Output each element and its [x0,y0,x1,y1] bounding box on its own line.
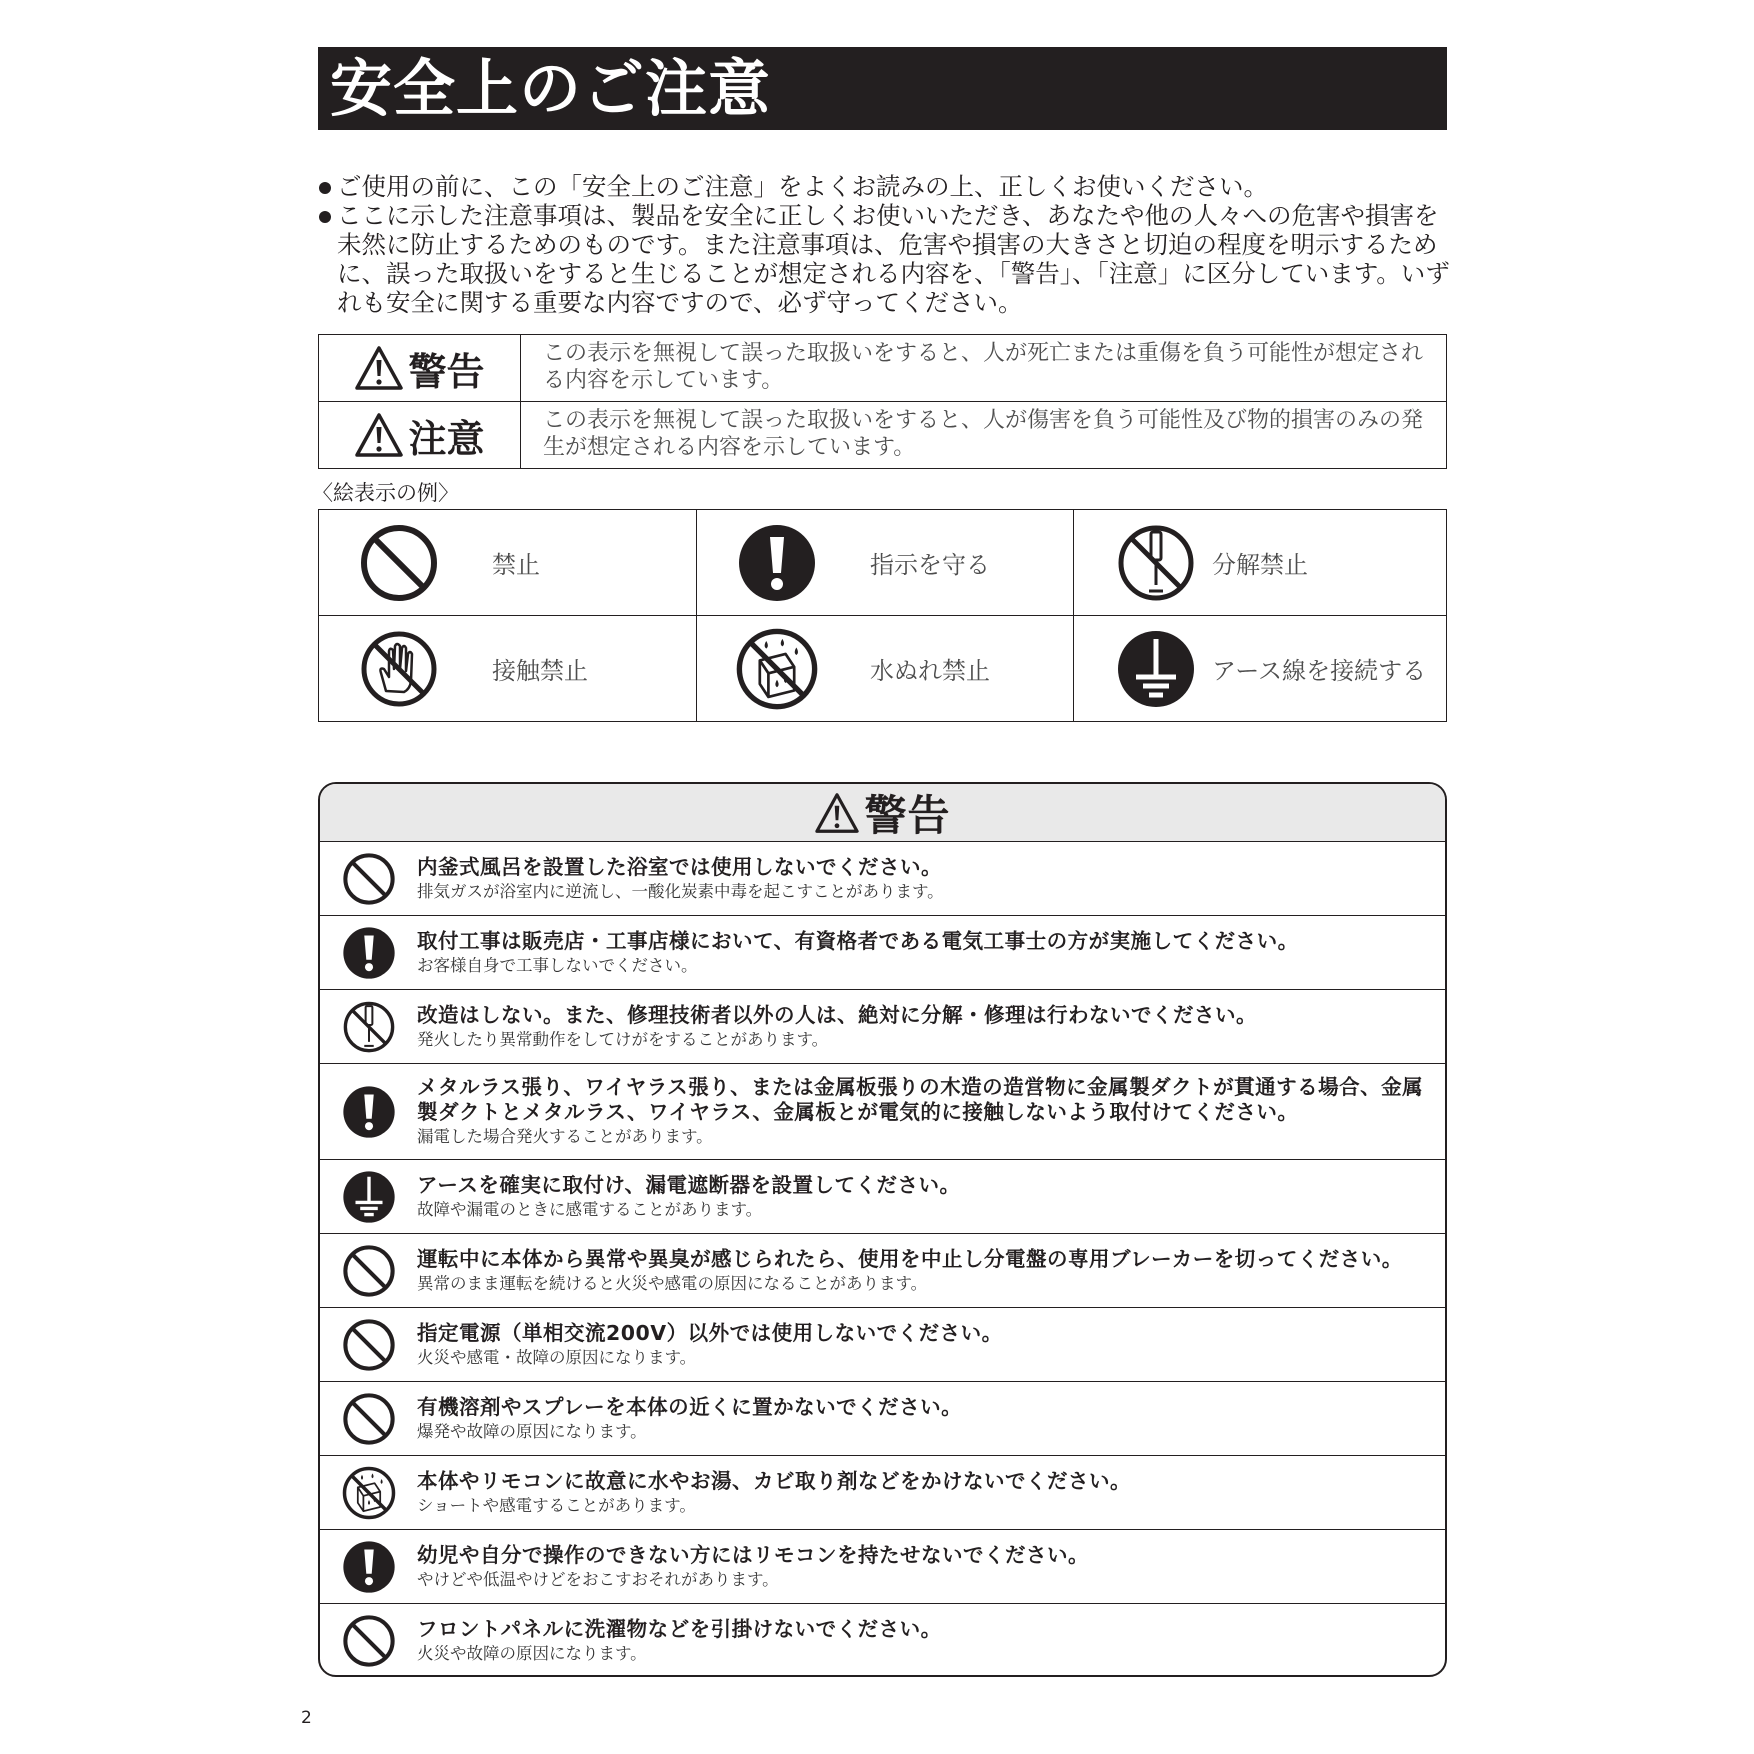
hazard-level-row-warning [319,335,1447,402]
example-label: 分解禁止 [1212,551,1308,579]
mandatory-icon [737,523,817,603]
level-label-caution: 注意 [408,416,485,461]
intro-paragraph-1: ご使用の前に、この「安全上のご注意」をよくお読みの上、正しくお使いください。 [318,172,1453,201]
warning-item [320,1160,1445,1234]
level-label-warning: 警告 [408,349,485,394]
warning-detail: お客様自身で工事しないでください。 [417,955,698,975]
example-ground [1074,616,1446,721]
no-disassembly-icon [1116,523,1196,603]
hazard-level-table [318,334,1447,469]
warning-triangle-icon [814,792,860,834]
warning-detail: やけどや低温やけどをおこすおそれがあります。 [417,1569,779,1589]
ground-icon [342,1170,396,1224]
mandatory-icon [342,1085,396,1139]
warning-item [320,1382,1445,1456]
warning-heading: 改造はしない。また、修理技術者以外の人は、絶対に分解・修理は行わないでください。 [417,1002,1257,1027]
prohibition-icon [359,523,439,603]
warning-detail: ショートや感電することがあります。 [417,1495,696,1515]
warning-heading: 幼児や自分で操作のできない方にはリモコンを持たせないでください。 [417,1542,1089,1567]
no-touch-icon [359,629,439,709]
warning-section-title: 警告 [864,790,951,840]
mandatory-icon [342,1540,396,1594]
warning-item [320,1234,1445,1308]
hazard-level-row-caution [319,402,1447,469]
warning-item [320,1064,1445,1160]
prohibition-icon [342,1392,396,1446]
warning-heading: メタルラス張り、ワイヤラス張り、または金属板張りの木造の造営物に金属製ダクトが貫通する場合、金属製ダクトとメタルラス、ワイヤラス、金属板とが電気的に接触しないよう取付けてください。 [417,1075,1424,1124]
example-no-water [697,616,1073,721]
warning-heading: アースを確実に取付け、漏電遮断器を設置してください。 [417,1172,961,1197]
examples-caption: 〈絵表示の例〉 [312,481,459,505]
warning-detail: 排気ガスが浴室内に逆流し、一酸化炭素中毒を起こすことがあります。 [417,881,944,901]
example-label: アース線を接続する [1212,657,1427,685]
mandatory-icon [342,926,396,980]
caution-triangle-icon [354,412,404,458]
example-mandatory [697,510,1073,615]
prohibition-icon [342,1614,396,1668]
level-description-warning: この表示を無視して誤った取扱いをすると、人が死亡または重傷を負う可能性が想定される内容を示しています。 [521,335,1447,402]
warning-item [320,990,1445,1064]
page-number: 2 [301,1708,312,1728]
intro-text [318,172,1453,317]
page-title: 安全上のご注意 [318,47,1447,130]
no-water-icon [734,626,820,712]
example-label: 指示を守る [870,551,990,579]
example-label: 水ぬれ禁止 [870,657,990,685]
warning-heading: 指定電源（単相交流200V）以外では使用しないでください。 [417,1320,1003,1345]
example-label: 禁止 [492,551,540,579]
warning-detail: 火災や故障の原因になります。 [417,1644,647,1663]
warning-item [320,1604,1445,1677]
warning-detail: 異常のまま運転を続けると火災や感電の原因になることがあります。 [417,1273,928,1293]
warning-item [320,916,1445,990]
warning-triangle-icon [354,345,404,391]
warning-item [320,1308,1445,1382]
prohibition-icon [342,852,396,906]
warning-item [320,1456,1445,1530]
no-disassembly-icon [342,1000,396,1054]
example-no-disassembly [1074,510,1446,615]
prohibition-icon [342,1244,396,1298]
warning-item [320,1530,1445,1604]
example-no-touch [319,616,696,721]
warning-detail: 発火したり異常動作をしてけがをすることがあります。 [417,1029,829,1049]
warning-heading: 内釜式風呂を設置した浴室では使用しないでください。 [417,854,942,879]
warning-heading: 有機溶剤やスプレーを本体の近くに置かないでください。 [417,1394,963,1419]
warning-detail: 故障や漏電のときに感電することがあります。 [417,1199,763,1219]
warning-detail: 漏電した場合発火することがあります。 [417,1127,713,1146]
warning-heading: 運転中に本体から異常や異臭が感じられたら、使用を中止し分電盤の専用ブレーカーを切ってください。 [417,1246,1403,1271]
example-prohibition [319,510,696,615]
warning-detail: 爆発や故障の原因になります。 [417,1421,647,1441]
warning-heading: 取付工事は販売店・工事店様において、有資格者である電気工事士の方が実施してください。 [417,928,1299,953]
warning-detail: 火災や感電・故障の原因になります。 [417,1347,697,1367]
no-water-icon [341,1465,397,1521]
prohibition-icon [342,1318,396,1372]
warning-section-header [320,784,1445,842]
pictogram-examples-table [318,509,1447,722]
warning-section [318,782,1447,1677]
intro-paragraph-2: ここに示した注意事項は、製品を安全に正しくお使いいただき、あなたや他の人々への危害や損害を未然に防止するためのものです。また注意事項は、危害や損害の大きさと切迫の程度を明示するために、誤った取扱いをすると生じることが想定される内容を、「警告」、「注意」に区分しています。いずれも安全に関する重要な内容ですので、必ず守ってください。 [318,201,1453,317]
warning-heading: 本体やリモコンに故意に水やお湯、カビ取り剤などをかけないでください。 [417,1468,1131,1493]
warning-heading: フロントパネルに洗濯物などを引掛けないでください。 [417,1617,942,1641]
example-label: 接触禁止 [492,657,588,685]
warning-item [320,842,1445,916]
level-description-caution: この表示を無視して誤った取扱いをすると、人が傷害を負う可能性及び物的損害のみの発生が想定される内容を示しています。 [521,402,1447,469]
ground-icon [1116,629,1196,709]
